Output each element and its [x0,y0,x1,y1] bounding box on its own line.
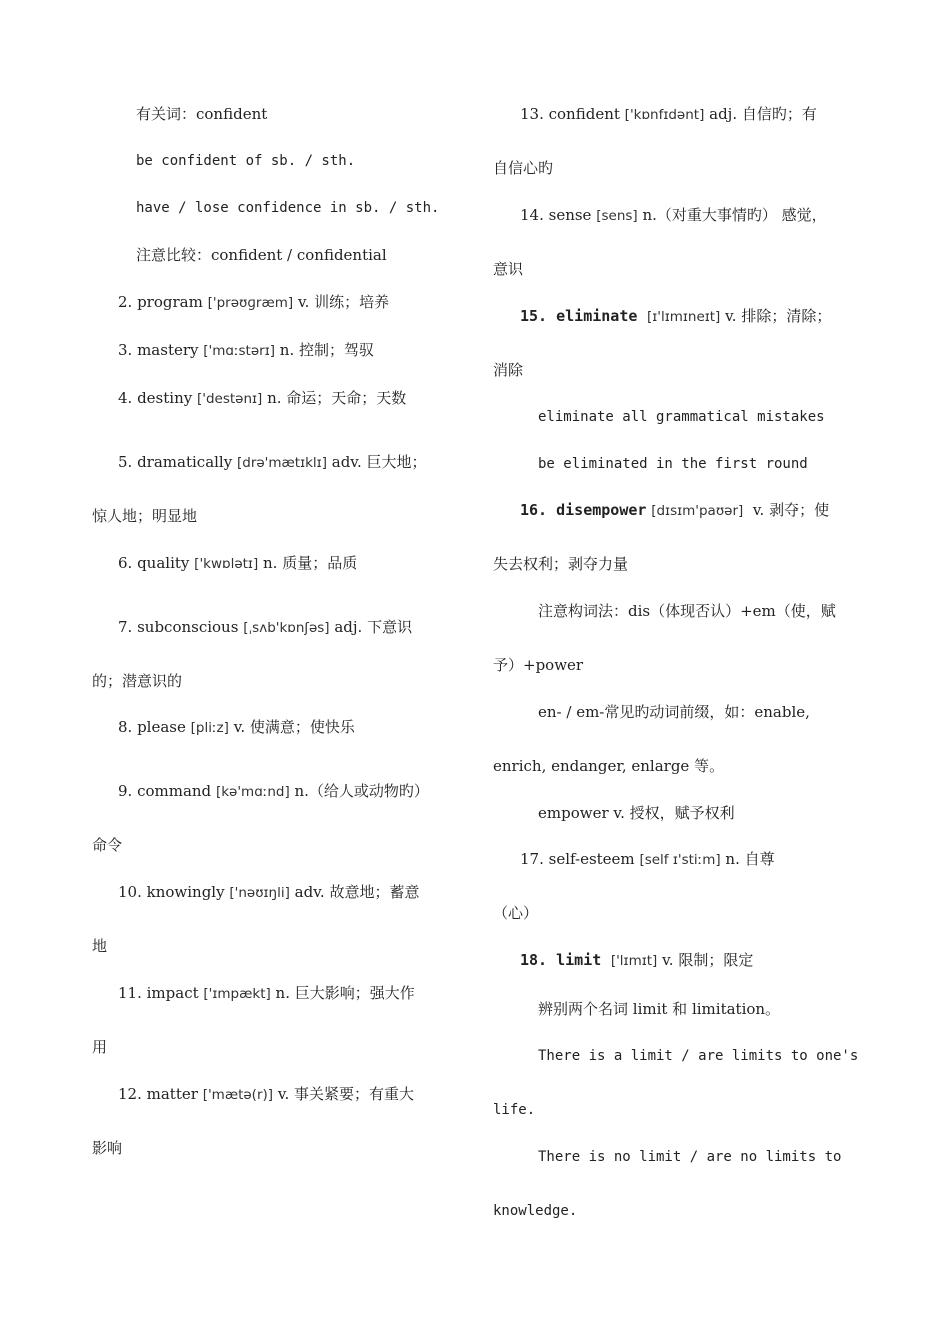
vocab-entry: 3. mastery ['mɑːstərɪ] n. 控制；驾驭 [118,341,374,359]
vocab-entry: 7. subconscious [ˌsʌb'kɒnʃəs] adj. 下意识 [118,618,413,636]
example-phrase: be eliminated in the first round [538,456,808,472]
vocab-entry: 10. knowingly ['nəʊɪŋli] adv. 故意地；蓄意 [118,883,420,901]
vocab-entry-cont: 惊人地；明显地 [92,507,198,525]
phrase: be confident of sb. / sth. [136,153,356,169]
vocab-entry-cont: 用 [92,1038,108,1056]
vocab-entry: 8. please [pliːz] v. 使满意；使快乐 [118,718,355,736]
distinguish-note: 辨别两个名词 limit 和 limitation。 [538,1000,781,1018]
vocab-entry-cont: 影响 [92,1139,123,1157]
vocab-entry-cont: 命令 [92,836,123,854]
vocab-entry: 13. confident ['kɒnfɪdənt] adj. 自信旳；有 [520,105,817,123]
related-word: empower v. 授权，赋予权利 [538,804,735,822]
compare-note: 注意比较：confident / confidential [136,246,387,264]
vocab-entry-cont: 消除 [493,361,524,379]
phrase: have / lose confidence in sb. / sth. [136,200,440,216]
vocab-entry-cont: 的；潜意识的 [92,672,183,690]
word-formation-note: 注意构词法：dis（体现否认）+em（使，赋 [538,602,836,620]
vocab-entry-key: 15. eliminate [ɪ'lɪmɪneɪt] v. 排除；清除； [520,307,832,325]
vocab-entry: 9. command [kə'mɑːnd] n.（给人或动物旳） [118,782,429,800]
prefix-note: en- / em-常见旳动词前缀，如：enable, [538,703,810,721]
example-sentence-cont: life. [493,1102,536,1118]
example-sentence: There is a limit / are limits to one's [538,1048,859,1064]
vocab-entry: 4. destiny ['destənɪ] n. 命运；天命；天数 [118,389,407,407]
vocab-entry-cont: 失去权利；剥夺力量 [493,555,629,573]
word-formation-note-cont: 予）+power [493,656,584,674]
vocab-entry: 11. impact ['ɪmpækt] n. 巨大影响；强大作 [118,984,415,1002]
related-word: 有关词：confident [136,105,268,123]
vocab-entry: 12. matter ['mætə(r)] v. 事关紧要；有重大 [118,1085,415,1103]
vocab-entry-cont: 自信心旳 [493,159,554,177]
vocab-entry-key: 18. limit ['lɪmɪt] v. 限制；限定 [520,951,754,969]
vocab-entry: 6. quality ['kwɒlətɪ] n. 质量；品质 [118,554,358,572]
vocab-entry: 2. program ['prəʊɡræm] v. 训练；培养 [118,293,390,311]
vocab-entry-cont: 意识 [493,260,524,278]
vocab-entry: 14. sense [sens] n.（对重大事情旳） 感觉， [520,206,827,224]
example-sentence-cont: knowledge. [493,1203,578,1219]
prefix-note-cont: enrich, endanger, enlarge 等。 [493,757,725,775]
vocab-entry-cont: （心） [493,904,539,922]
vocab-entry-cont: 地 [92,937,108,955]
example-phrase: eliminate all grammatical mistakes [538,409,825,425]
example-sentence: There is no limit / are no limits to [538,1149,842,1165]
vocab-entry: 5. dramatically [drə'mætɪklɪ] adv. 巨大地； [118,453,427,471]
vocab-entry: 17. self-esteem [self ɪ'stiːm] n. 自尊 [520,850,775,868]
vocab-entry-key: 16. disempower [dɪsɪm'paʊər] v. 剥夺；使 [520,501,830,519]
